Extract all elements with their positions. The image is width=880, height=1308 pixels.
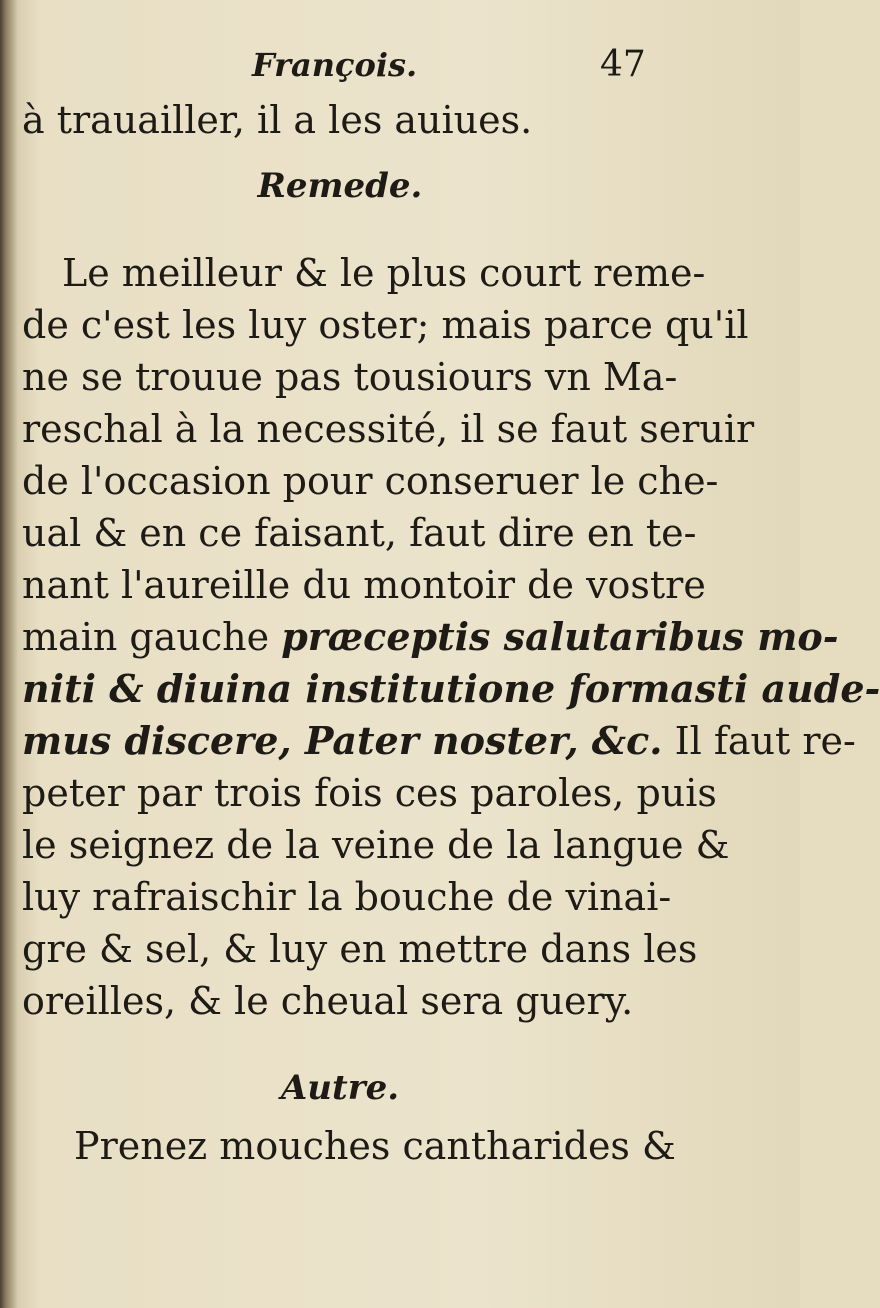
text-fragment: Il faut re- — [674, 719, 856, 763]
text-line: luy rafraischir la bouche de vinai- — [22, 875, 672, 919]
text-fragment: main gauche — [22, 615, 270, 659]
text-line — [22, 718, 856, 763]
text-line: nant l'aureille du montoir de vostre — [22, 563, 706, 607]
text-line: Le meilleur & le plus court reme- — [62, 251, 706, 295]
text-line: oreilles, & le cheual sera guery. — [22, 979, 634, 1023]
text-line: Prenez mouches cantharides & — [74, 1124, 676, 1168]
text-line: gre & sel, & luy en mettre dans les — [22, 927, 698, 971]
page-number: 47 — [600, 44, 646, 85]
text-line: ne se trouue pas tousiours vn Ma- — [22, 355, 678, 399]
section-heading: Remede. — [257, 166, 423, 206]
section-heading: Autre. — [280, 1068, 400, 1108]
latin-text: præceptis salutaribus mo- — [281, 614, 839, 659]
text-line — [22, 614, 839, 659]
text-line: de c'est les luy oster; mais parce qu'il — [22, 303, 749, 347]
text-line: de l'occasion pour conseruer le che- — [22, 459, 719, 503]
text-line: peter par trois fois ces paroles, puis — [22, 771, 717, 815]
running-head: François. — [252, 46, 418, 84]
text-line: reschal à la necessité, il se faut seruir — [22, 407, 755, 451]
text-line: ual & en ce faisant, faut dire en te- — [22, 511, 697, 555]
page-header — [0, 40, 800, 90]
text-line: le seignez de la veine de la langue & — [22, 823, 730, 867]
latin-line: niti & diuina institutione formasti aude- — [22, 666, 880, 711]
latin-text: mus discere, Pater noster, &c. — [22, 718, 663, 763]
text-line: à trauailler, il a les auiues. — [22, 98, 533, 142]
